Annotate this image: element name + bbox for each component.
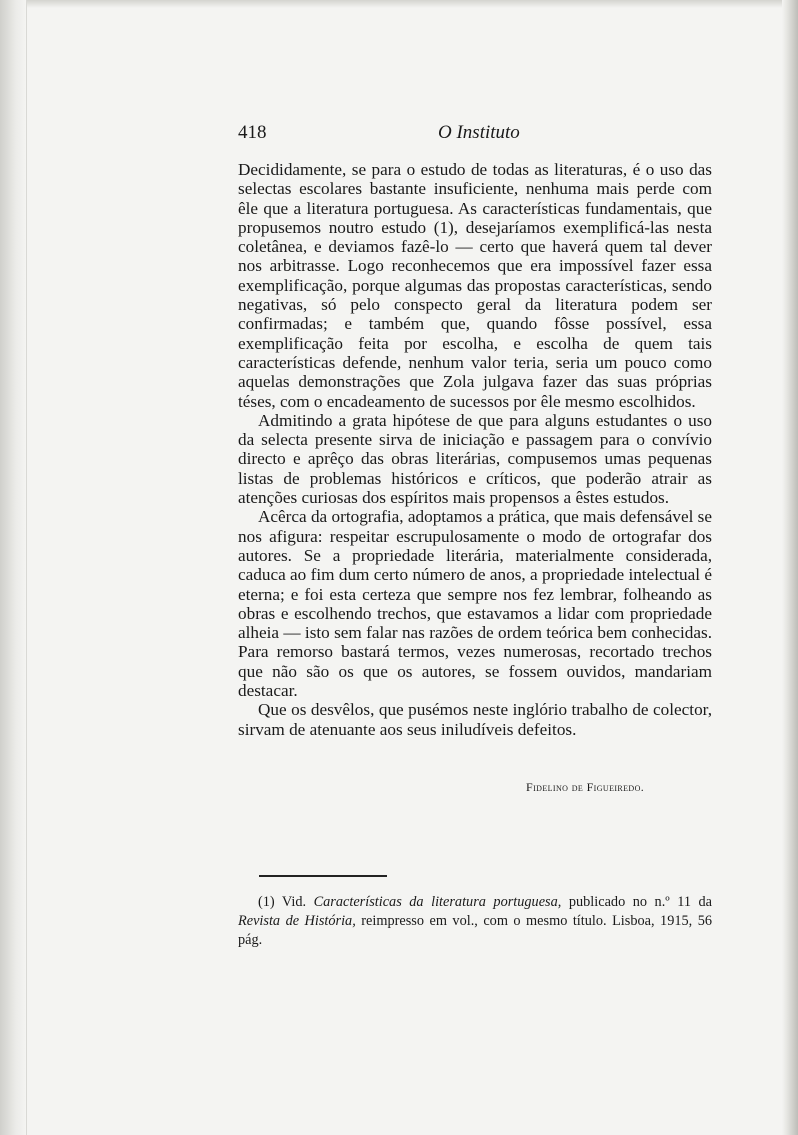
running-head (238, 122, 712, 148)
footnote-journal: Revista de História, (238, 913, 356, 929)
footnote-work-title: Características da literatura portuguesa, (313, 894, 562, 910)
footnote-text-2: reimpresso em vol., com o mesmo título. Lisboa, 1915, 56 pág. (238, 913, 712, 948)
paragraph-2: Admitindo a grata hipótese de que para alguns estudantes o uso da selecta presente sirva de iniciação e passagem para o convívio directo e aprêço das obras literárias, compusemos umas pequenas listas de problemas históricos e críticos, que poderão atrair as atenções curiosas dos espíritos mais propensos a êstes estudos. (238, 410, 712, 508)
page-edge-top (0, 0, 798, 8)
paragraph-3: Acêrca da ortografia, adoptamos a prática, que mais defensável se nos afigura: respeitar escrupulosamente o modo de ortografar dos autores. Se a propriedade literária, materialmente considerada, caduca ao fim dum certo número de anos, a propriedade intelectual é eterna; e foi esta certeza que sempre nos fez lembrar, folheando as obras e escolhendo trechos, que estavamos a lidar com propriedade alheia — isto sem falar nas razões de ordem teórica bem conhecidas. Para remorso bastará termos, vezes numerosas, recortado trechos que não são os que os autores, se fossem ouvidos, mandariam destacar. (238, 507, 712, 701)
journal-title: O Instituto (438, 122, 520, 143)
paragraph-4: Que os desvêlos, que pusémos neste inglório trabalho de colector, sirvam de atenuante aos seus iniludíveis defeitos. (238, 700, 712, 739)
page-number: 418 (238, 122, 267, 143)
footnote (238, 893, 712, 950)
footnote-rule (259, 875, 387, 877)
footnote-marker: (1) Vid. (258, 894, 307, 910)
footnote-text-1: publicado no n.º 11 da (568, 894, 712, 910)
body-text (238, 160, 712, 739)
author-signature: Fidelino de Figueiredo. (526, 780, 645, 794)
page-edge-right (782, 0, 798, 1135)
page-edge-left (0, 0, 27, 1135)
paragraph-1: Decididamente, se para o estudo de todas as literaturas, é o uso das selectas escolares bastante insuficiente, nenhuma mais perde com êle que a literatura portuguesa. As características fundamentais, que propusemos noutro estudo (1), desejaríamos exemplificá-las nesta coletânea, e deviamos fazê-lo — certo que haverá quem tal dever nos arbitrasse. Logo reconhecemos que era impossível fazer essa exemplificação, porque algumas das propostas características, sendo negativas, só pelo conspecto geral da literatura podem ser confirmadas; e também que, quando fôsse possível, essa exemplificação feita por escolha, e escolha de quem tais características defende, nenhum valor teria, seria um pouco como aquelas demonstrações que Zola julgava fazer das suas próprias téses, com o encadeamento de sucessos por êle mesmo escolhidos. (238, 160, 712, 411)
